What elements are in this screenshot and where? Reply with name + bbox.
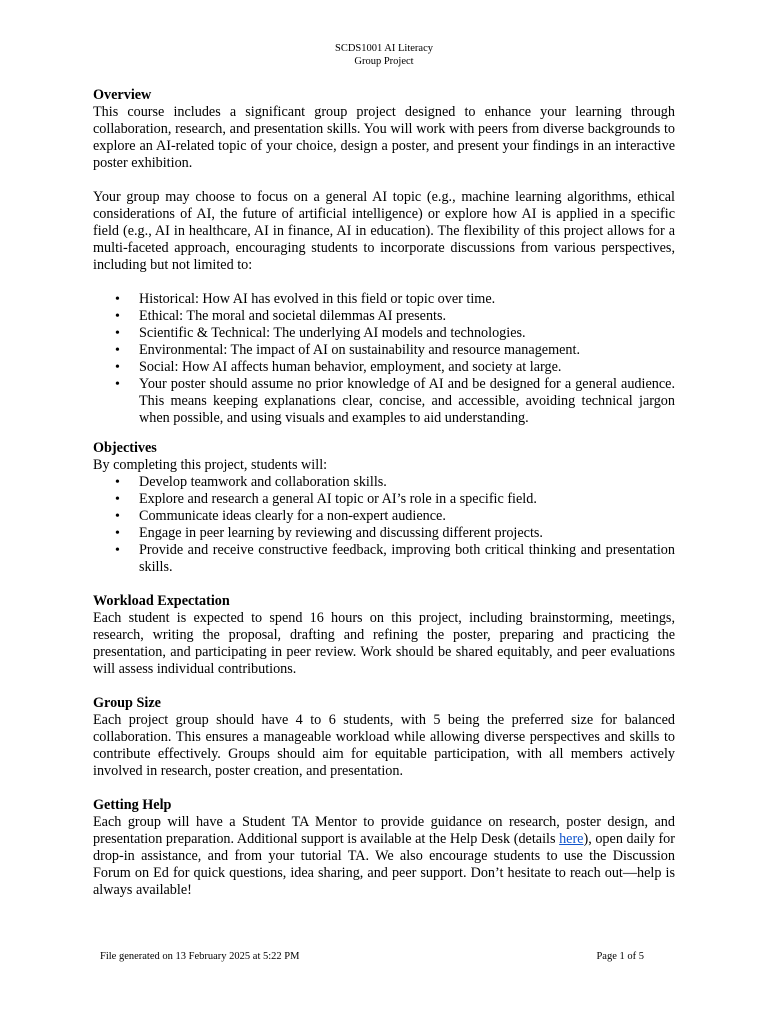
list-item: • Provide and receive constructive feedback, improving both critical thinking and presentation skills. [139, 542, 675, 576]
list-item: • Environmental: The impact of AI on sustainability and resource management. [139, 342, 675, 359]
footer-page-number: Page 1 of 5 [596, 951, 644, 962]
overview-heading: Overview [93, 87, 152, 103]
document-header [0, 42, 768, 68]
footer-generated: File generated on 13 February 2025 at 5:22 PM [100, 951, 300, 962]
document-subtitle: Group Project [354, 56, 414, 67]
objectives-list [93, 474, 675, 576]
list-item: • Develop teamwork and collaboration skills. [139, 474, 675, 491]
help-paragraph [93, 814, 675, 899]
overview-paragraph-2: Your group may choose to focus on a general AI topic (e.g., machine learning algorithms, ethical considerations of AI, the future of artificial intelligence) or explore how AI is applied in a specific field (e.g., AI in healthcare, AI in finance, AI in education). The flexibility of this project allows for a multi-faceted approach, encouraging students to incorporate discussions from various perspectives, including but not limited to: [93, 189, 675, 273]
list-item: • Communicate ideas clearly for a non-expert audience. [139, 508, 675, 525]
objectives-section [93, 440, 675, 576]
list-item: • Social: How AI affects human behavior, employment, and society at large. [139, 359, 675, 376]
workload-paragraph: Each student is expected to spend 16 hours on this project, including brainstorming, meetings, research, writing the proposal, drafting and refining the poster, preparing and practicing the presentation, and participating in peer review. Work should be shared equitably, and peer evaluations will assess individual contributions. [93, 610, 675, 677]
group-size-paragraph: Each project group should have 4 to 6 students, with 5 being the preferred size for balanced collaboration. This ensures a manageable workload while allowing diverse perspectives and skills to contribute effectively. Groups should aim for equitable participation, with all members actively involved in research, poster creation, and presentation. [93, 712, 675, 779]
workload-section [93, 593, 675, 678]
list-item: • Engage in peer learning by reviewing and discussing different projects. [139, 525, 675, 542]
list-item: • Scientific & Technical: The underlying AI models and technologies. [139, 325, 675, 342]
course-title: SCDS1001 AI Literacy [335, 43, 433, 54]
list-item: • Your poster should assume no prior knowledge of AI and be designed for a general audience. This means keeping explanations clear, concise, and accessible, avoiding technical jargon when possible, and using visuals and examples to aid understanding. [139, 376, 675, 427]
list-item: • Historical: How AI has evolved in this field or topic over time. [139, 291, 675, 308]
perspectives-list [93, 291, 675, 427]
objectives-intro: By completing this project, students will: [93, 457, 328, 473]
help-section [93, 797, 675, 899]
workload-heading: Workload Expectation [93, 593, 230, 609]
list-item: • Explore and research a general AI topic or AI’s role in a specific field. [139, 491, 675, 508]
group-size-heading: Group Size [93, 695, 161, 711]
help-text-after: ), open daily for drop-in assistance, and from your tutorial TA. We also encourage students to use the Discussion Forum on Ed for quick questions, idea sharing, and peer support. Don’t hesitate to reach out—help is always available! [93, 831, 675, 898]
list-item: • Ethical: The moral and societal dilemmas AI presents. [139, 308, 675, 325]
objectives-heading: Objectives [93, 440, 157, 456]
help-heading: Getting Help [93, 797, 172, 813]
overview-paragraph-1: This course includes a significant group project designed to enhance your learning through collaboration, research, and presentation skills. You will work with peers from diverse backgrounds to explore an AI-related topic of your choice, design a poster, and present your findings in an interactive poster exhibition. [93, 104, 675, 171]
overview-section [93, 87, 675, 427]
help-desk-link[interactable]: here [559, 831, 584, 847]
help-text-before: Each group will have a Student TA Mentor to provide guidance on research, poster design, and presentation preparation. Additional support is available at the Help Desk (details [93, 814, 675, 847]
document-body [93, 87, 675, 899]
group-size-section [93, 695, 675, 780]
